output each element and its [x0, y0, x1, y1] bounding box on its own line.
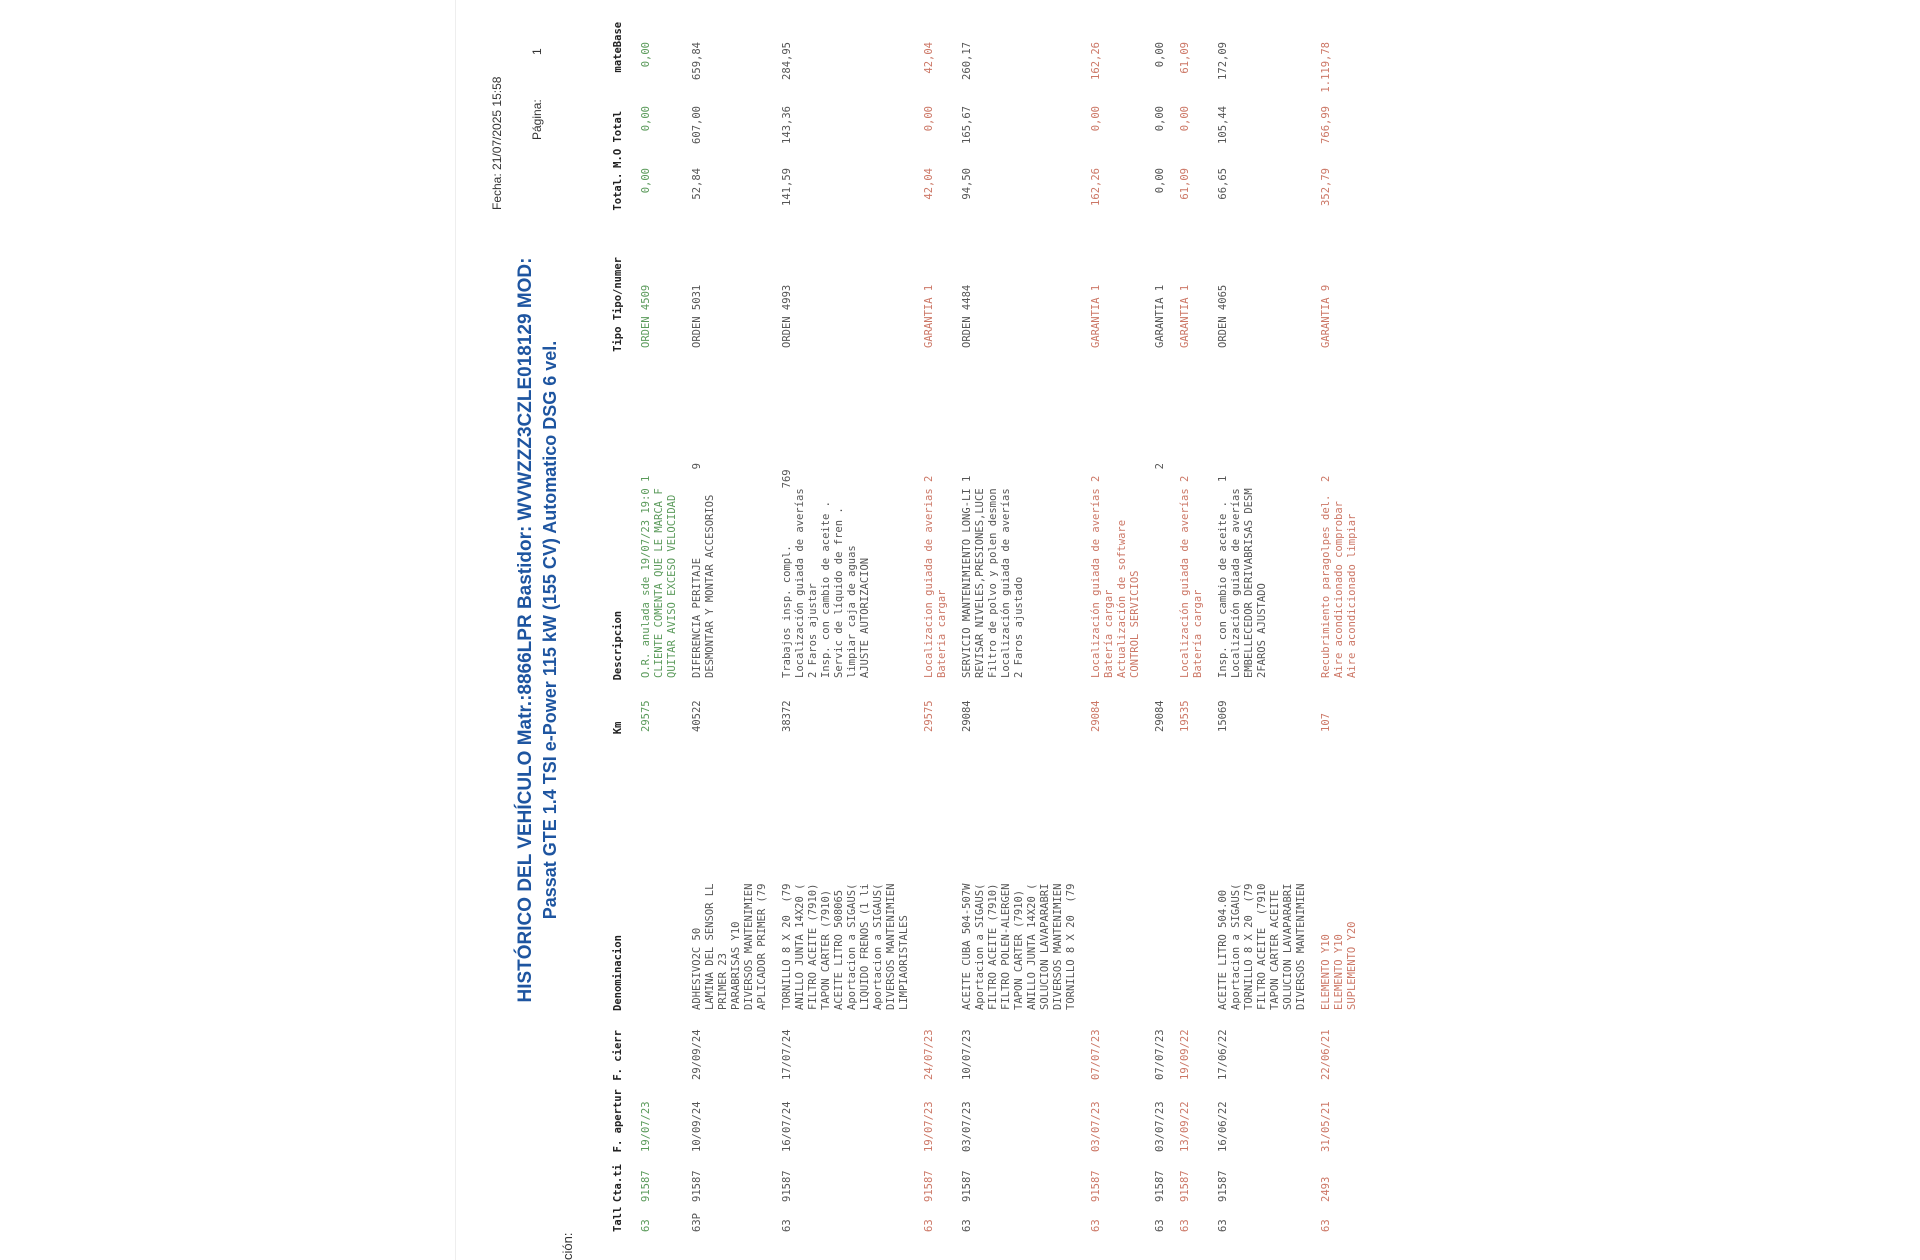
col-tipo: Tipo Tipo/numer: [612, 257, 624, 352]
cell-mo-total: 143,36: [781, 106, 793, 144]
cell-descripcion-line: 2 Faros ajustado: [1013, 576, 1025, 678]
table-row: [1179, 22, 1205, 1232]
cell-denominacion-line: TAPON CARTER ACEITE: [1269, 889, 1281, 1010]
cell-denominacion-line: LIQUIDO FRENOS (1 li: [859, 883, 871, 1010]
cell-descripcion-line: 2: [1154, 463, 1166, 678]
cell-descripcion-line: SERVICIO MANTENIMIENTO LONG-LI 1: [961, 475, 973, 678]
cell-f-apertura: 19/07/23: [640, 1101, 652, 1152]
table-body: [640, 22, 1359, 1232]
cell-denominacion: [691, 732, 769, 1010]
cell-mo-total: 0,00: [923, 106, 935, 132]
cell-descripcion-line: Localización guiada de averías 2: [1090, 475, 1102, 678]
cell-f-apertura: 19/07/23: [923, 1101, 935, 1152]
cell-denominacion-line: DIVERSOS MANTENIMIEN: [885, 883, 897, 1010]
cell-cta: 91587: [1154, 1170, 1166, 1202]
cell-descripcion-line: Aire acondicionado comprobar: [1333, 500, 1345, 678]
cell-descripcion-line: AJUSTE AUTORIZACION: [859, 557, 871, 678]
cell-denominacion: [640, 732, 679, 1010]
cell-f-apertura: 03/07/23: [1090, 1101, 1102, 1152]
cell-denominacion-line: Aportacion a SIGAUS(: [974, 883, 986, 1010]
cell-mo-total: 0,00: [640, 106, 652, 132]
col-mo-total: M.O Total: [612, 110, 624, 168]
cell-mate: 0,00: [1154, 42, 1166, 68]
col-total: Total.: [612, 172, 624, 211]
cell-km: 107: [1320, 713, 1332, 732]
cell-km: 29084: [1090, 700, 1102, 732]
cell-descripcion: [640, 348, 679, 678]
cell-tall: 63: [781, 1219, 793, 1232]
cell-denominacion-line: PARABRISAS Y10: [730, 921, 742, 1010]
cell-denominacion-line: Aportacion a SIGAUS(: [846, 883, 858, 1010]
cell-denominacion-line: FILTRO POLEN-ALERGEN: [1000, 883, 1012, 1010]
cell-tipo: ORDEN 4065: [1217, 284, 1229, 348]
cell-tipo: GARANTIA 1: [1179, 284, 1191, 348]
cell-descripcion-line: Localización guiada de averías: [794, 488, 806, 678]
cell-denominacion: [1217, 732, 1308, 1010]
cell-tall: 63: [1320, 1219, 1332, 1232]
col-mate: mate: [612, 47, 624, 73]
cell-total: 352,79: [1320, 168, 1332, 206]
cell-descripcion-line: CLIENTE COMENTA QUE LE MARCA F: [653, 488, 665, 678]
cell-f-apertura: 16/06/22: [1217, 1101, 1229, 1152]
cell-mo-total: 0,00: [1179, 106, 1191, 132]
cell-tall: 63: [923, 1219, 935, 1232]
cell-denominacion-line: SOLUCION LAVAPARABRI: [1282, 883, 1294, 1010]
cell-denominacion-line: TORNILLO 8 X 20 (79: [1065, 883, 1077, 1010]
cell-denominacion-line: ACEITE LITRO 508065: [833, 889, 845, 1010]
cell-f-apertura: 03/07/23: [1154, 1101, 1166, 1152]
table-row: [1090, 22, 1142, 1232]
cell-descripcion-line: Batería cargar: [1103, 589, 1115, 678]
cell-denominacion: [1154, 732, 1167, 1010]
col-f-apertura: F. apertur: [612, 1089, 624, 1153]
cell-km: 29575: [923, 700, 935, 732]
cell-f-apertura: 10/09/24: [691, 1101, 703, 1152]
cell-km: 38372: [781, 700, 793, 732]
cell-cta: 91587: [1090, 1170, 1102, 1202]
fecha-label: Fecha: 21/07/2025 15:58: [490, 76, 504, 210]
cell-f-apertura: 13/09/22: [1179, 1101, 1191, 1152]
cell-descripcion-line: REVISAR NIVELES,PRESIONES,LUCE: [974, 488, 986, 678]
cell-f-cierre: 29/09/24: [691, 1029, 703, 1080]
cell-total: 0,00: [1154, 168, 1166, 194]
cell-denominacion-line: ELEMENTO Y10: [1320, 934, 1332, 1010]
cell-denominacion: [781, 732, 911, 1010]
cell-tipo: GARANTIA 1: [1090, 284, 1102, 348]
cell-denominacion-line: SOLUCION LAVAPARABRI: [1039, 883, 1051, 1010]
cell-descripcion-line: CONTROL SERVICIOS: [1129, 570, 1141, 678]
cell-cta: 91587: [961, 1170, 973, 1202]
cell-mo-total: 0,00: [1090, 106, 1102, 132]
table-header: [612, 22, 628, 1232]
scan-edge: [455, 0, 456, 1260]
cell-f-apertura: 03/07/23: [961, 1101, 973, 1152]
cell-mate: 260,17: [961, 42, 973, 80]
cell-mo-total: 0,00: [1154, 106, 1166, 132]
cell-denominacion-line: TAPON CARTER (7910): [820, 889, 832, 1010]
cell-tall: 63P: [691, 1213, 703, 1232]
cell-descripcion-line: Localizacion guiada de averias 2: [923, 475, 935, 678]
cell-cta: 91587: [781, 1170, 793, 1202]
cell-f-apertura: 16/07/24: [781, 1101, 793, 1152]
cell-mate: 0,00: [640, 42, 652, 68]
cell-descripcion: [961, 348, 1078, 678]
cell-descripcion-line: 2FAROS AJUSTADO: [1256, 583, 1268, 678]
cell-tall: 63: [1179, 1219, 1191, 1232]
document-title: HISTÓRICO DEL VEHÍCULO Matr.:8866LPR Bastidor: WVWZZZ3CZLE018129 MOD:: [515, 257, 536, 1003]
table-row: [923, 22, 949, 1232]
cell-denominacion: [1090, 732, 1142, 1010]
cell-km: 29084: [961, 700, 973, 732]
cell-km: 29084: [1154, 700, 1166, 732]
cell-denominacion: [961, 732, 1078, 1010]
cell-denominacion-line: ANILLO JUNTA 14X20 (: [794, 883, 806, 1010]
cell-total: 141,59: [781, 168, 793, 206]
cell-f-apertura: 31/05/21: [1320, 1101, 1332, 1152]
cell-descripcion-line: Recubrimiento paragolpes del. 2: [1320, 475, 1332, 678]
cell-descripcion-line: limpiar caja de aguas: [846, 545, 858, 678]
cell-cta: 91587: [640, 1170, 652, 1202]
cell-tall: 63: [1217, 1219, 1229, 1232]
cell-km: 19535: [1179, 700, 1191, 732]
table-row: [781, 22, 911, 1232]
cell-mo-total: 607,00: [691, 106, 703, 144]
cell-tall: 63: [961, 1219, 973, 1232]
cell-denominacion-line: ADHESIVO2C 50: [691, 927, 703, 1010]
cell-descripcion-line: Aire acondicionado limpiar: [1346, 513, 1358, 678]
cell-f-cierre: 07/07/23: [1090, 1029, 1102, 1080]
table-row: [961, 22, 1078, 1232]
cell-denominacion-line: ELEMENTO Y10: [1333, 934, 1345, 1010]
cell-total: 61,09: [1179, 168, 1191, 200]
cell-descripcion: [923, 348, 949, 678]
cell-descripcion-line: Servic de líquido de fren .: [833, 507, 845, 678]
cell-f-cierre: 10/07/23: [961, 1029, 973, 1080]
cell-total: 94,50: [961, 168, 973, 200]
cell-total: 162,26: [1090, 168, 1102, 206]
table-row: [691, 22, 769, 1232]
cell-descripcion-line: EMBELLECEDOR DERIVABRISAS DESM: [1243, 488, 1255, 678]
cell-denominacion-line: SUPLEMENTO Y20: [1346, 921, 1358, 1010]
cell-descripcion: [1179, 348, 1205, 678]
cell-km: 15069: [1217, 700, 1229, 732]
table-row: [1217, 22, 1308, 1232]
cell-descripcion-line: QUITAR AVISO EXCESO VELOCIDAD: [666, 494, 678, 678]
cell-descripcion-line: O.R. anulada sde 19/07/23 19:0 1: [640, 475, 652, 678]
cell-descripcion-line: Insp. con cambio de aceite . 1: [1217, 475, 1229, 678]
cell-denominacion-line: DIVERSOS MANTENIMIEN: [1052, 883, 1064, 1010]
cell-mate: 284,95: [781, 42, 793, 80]
cell-cta: 91587: [1217, 1170, 1229, 1202]
cell-descripcion: [1320, 348, 1359, 678]
cell-total: 66,65: [1217, 168, 1229, 200]
cell-total: 52,84: [691, 168, 703, 200]
cell-tipo: ORDEN 4993: [781, 284, 793, 348]
cell-descripcion-line: 2 Faros ajustar: [807, 583, 819, 678]
cell-tall: 63: [1090, 1219, 1102, 1232]
cell-tipo: GARANTIA 9: [1320, 284, 1332, 348]
cell-descripcion-line: Localización guiada de averías: [1230, 488, 1242, 678]
cell-descripcion-line: DIFERENCIA PERITAJE 9: [691, 463, 703, 678]
cell-mo-total: 165,67: [961, 106, 973, 144]
cell-denominacion-line: DIVERSOS MANTENIMIEN: [743, 883, 755, 1010]
cell-mo-total: 105,44: [1217, 106, 1229, 144]
cell-descripcion: [1090, 348, 1142, 678]
col-base: Base: [612, 22, 624, 48]
cell-mate: 659,84: [691, 42, 703, 80]
left-label: ción:: [560, 1232, 575, 1260]
cell-f-cierre: [640, 1010, 679, 1080]
cell-mate: 61,09: [1179, 42, 1191, 74]
cell-denominacion-line: Aportacion a SIGAUS(: [1230, 883, 1242, 1010]
cell-descripcion: [1154, 348, 1167, 678]
cell-mo-total: 766,99: [1320, 106, 1332, 144]
cell-tipo: GARANTIA 1: [923, 284, 935, 348]
cell-denominacion-line: Aportacion a SIGAUS(: [872, 883, 884, 1010]
cell-denominacion: [1320, 732, 1359, 1010]
cell-tipo: ORDEN 5031: [691, 284, 703, 348]
cell-descripcion: [691, 348, 769, 678]
table-row: [1154, 22, 1167, 1232]
cell-descripcion-line: Localización guiada de averías: [1000, 488, 1012, 678]
cell-tipo: ORDEN 4509: [640, 284, 652, 348]
cell-denominacion-line: FILTRO ACEITE (7910): [807, 883, 819, 1010]
cell-denominacion: [1179, 732, 1205, 1010]
cell-f-cierre: 24/07/23: [923, 1029, 935, 1080]
col-denominacion: Denominacion: [612, 935, 624, 1011]
cell-tall: 63: [1154, 1219, 1166, 1232]
cell-denominacion-line: TAPON CARTER (7910): [1013, 889, 1025, 1010]
cell-cta: 2493: [1320, 1176, 1332, 1202]
pagina-value: 1: [530, 48, 544, 55]
cell-descripcion-line: Bateria cargar: [936, 589, 948, 678]
cell-cta: 91587: [1179, 1170, 1191, 1202]
cell-total: 42,04: [923, 168, 935, 200]
cell-descripcion-line: Insp. con cambio de aceite .: [820, 500, 832, 678]
cell-denominacion: [923, 732, 949, 1010]
cell-f-cierre: 07/07/23: [1154, 1029, 1166, 1080]
cell-total: 0,00: [640, 168, 652, 194]
cell-denominacion-line: LAMINA DEL SENSOR LL: [704, 883, 716, 1010]
cell-descripcion-line: Filtro de polvo y polen desmon: [987, 488, 999, 678]
cell-tall: 63: [640, 1219, 652, 1232]
cell-denominacion-line: LIMPIAORISTALES: [898, 915, 910, 1010]
cell-descripcion-line: DESMONTAR Y MONTAR ACCESORIOS: [704, 494, 716, 678]
pagina-label: Página:: [530, 99, 544, 140]
cell-mate: 162,26: [1090, 42, 1102, 80]
table-row: [640, 22, 679, 1232]
cell-cta: 91587: [691, 1170, 703, 1202]
cell-denominacion-line: ACEITE LITRO 504.00: [1217, 889, 1229, 1010]
cell-tipo: ORDEN 4484: [961, 284, 973, 348]
col-tall: Tall: [612, 1206, 624, 1232]
cell-denominacion-line: TORNILLO 8 X 20 (79: [1243, 883, 1255, 1010]
cell-denominacion-line: FILTRO ACEITE (7910): [987, 883, 999, 1010]
col-f-cierre: F. cierr: [612, 1030, 624, 1081]
cell-denominacion-line: ANILLO JUNTA 14X20 (: [1026, 883, 1038, 1010]
cell-descripcion-line: Batería cargar: [1192, 589, 1204, 678]
col-km: Km: [612, 721, 624, 735]
cell-denominacion-line: APLICADOR PRIMER (79: [756, 883, 768, 1010]
cell-denominacion-line: TORNILLO 8 X 20 (79: [781, 883, 793, 1010]
table-row: [1320, 22, 1359, 1232]
col-cta: Cta.ti: [612, 1164, 624, 1203]
cell-descripcion: [1217, 348, 1308, 678]
cell-f-cierre: 19/09/22: [1179, 1029, 1191, 1080]
col-descripcion: Descripcion: [612, 610, 624, 681]
cell-f-cierre: 17/07/24: [781, 1029, 793, 1080]
cell-descripcion-line: Trabajos insp. compl. 769: [781, 469, 793, 678]
cell-mate: 172,09: [1217, 42, 1229, 80]
cell-cta: 91587: [923, 1170, 935, 1202]
vehicle-model: Passat GTE 1.4 TSI e-Power 115 kW (155 CV) Automatico DSG 6 vel.: [540, 340, 560, 920]
cell-mate: 1.119,78: [1320, 42, 1332, 93]
cell-denominacion-line: PRIMER 23: [717, 953, 729, 1010]
cell-mate: 42,04: [923, 42, 935, 74]
cell-f-cierre: 17/06/22: [1217, 1029, 1229, 1080]
cell-descripcion: [781, 348, 911, 678]
cell-descripcion-line: Localización guiada de averías 2: [1179, 475, 1191, 678]
cell-denominacion-line: DIVERSOS MANTENIMIEN: [1295, 883, 1307, 1010]
cell-descripcion-line: Actualización de software: [1116, 519, 1128, 678]
cell-f-cierre: 22/06/21: [1320, 1029, 1332, 1080]
cell-tipo: GARANTIA 1: [1154, 284, 1166, 348]
cell-km: 29575: [640, 700, 652, 732]
cell-denominacion-line: FILTRO ACEITE (7910: [1256, 883, 1268, 1010]
cell-km: 40522: [691, 700, 703, 732]
cell-denominacion-line: ACEITE CUBA 504-507W: [961, 883, 973, 1010]
history-table: [612, 22, 1359, 1232]
